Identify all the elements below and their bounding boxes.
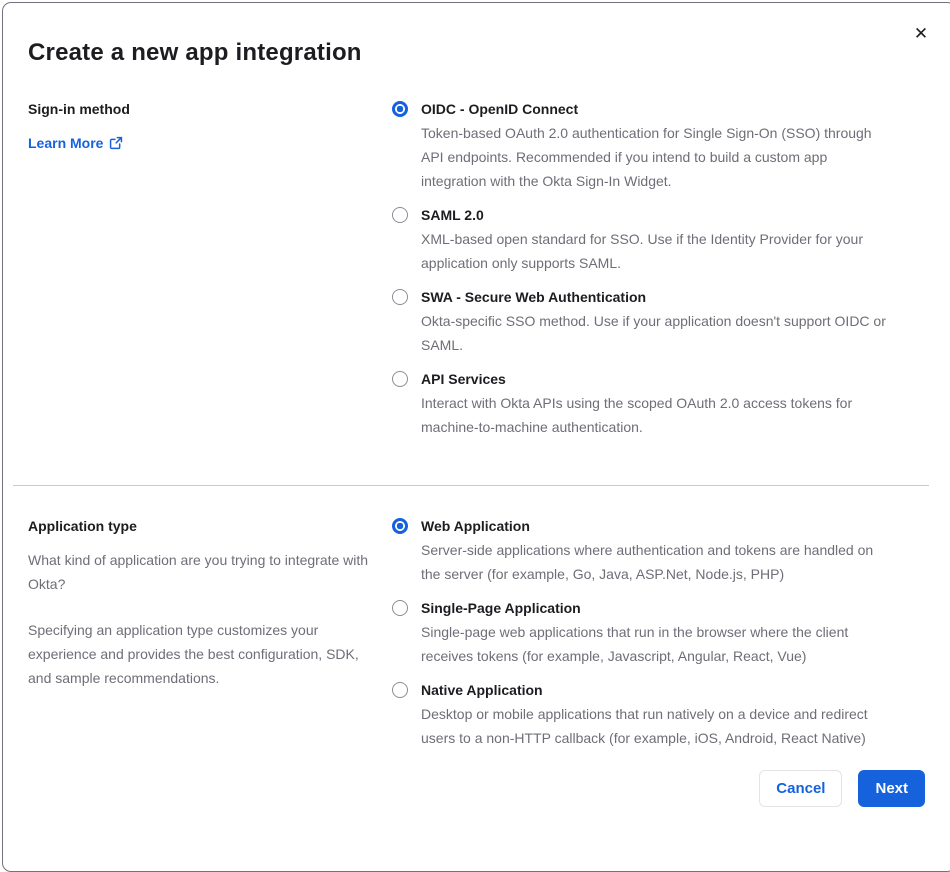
option-text [421, 285, 894, 357]
signin-method-options [392, 97, 894, 449]
option-text [421, 514, 894, 586]
option-label: OIDC - OpenID Connect [421, 101, 579, 117]
option-label: Native Application [421, 682, 543, 698]
close-icon[interactable]: ✕ [906, 19, 936, 49]
signin-method-left-column [28, 97, 373, 449]
next-button[interactable]: Next [858, 770, 925, 807]
signin-method-label: Sign-in method [28, 101, 130, 117]
radio-selected-icon[interactable] [392, 101, 408, 117]
option-description: Desktop or mobile applications that run natively on a device and redirect users to a non-HTTP callback (for example, iOS, Android, React Native) [421, 706, 868, 746]
radio-option-native-application[interactable] [392, 678, 894, 750]
radio-unselected-icon[interactable] [392, 371, 408, 387]
radio-option-single-page-application[interactable] [392, 596, 894, 668]
page-title: Create a new app integration [28, 39, 362, 66]
radio-unselected-icon[interactable] [392, 600, 408, 616]
section-divider [13, 485, 929, 486]
application-type-section [3, 514, 950, 760]
option-description: Token-based OAuth 2.0 authentication for Single Sign-On (SSO) through API endpoints. Recommended if you intend to build a custom app integration with the Okta Sign-In Widget. [421, 125, 872, 189]
application-type-label: Application type [28, 518, 137, 534]
option-text [421, 97, 894, 193]
radio-unselected-icon[interactable] [392, 207, 408, 223]
option-description: Interact with Okta APIs using the scoped OAuth 2.0 access tokens for machine-to-machine authentication. [421, 395, 853, 435]
application-type-help-text: What kind of application are you trying to integrate with Okta? [28, 552, 369, 592]
option-label: SAML 2.0 [421, 207, 484, 223]
radio-unselected-icon[interactable] [392, 682, 408, 698]
radio-option-api-services[interactable] [392, 367, 894, 439]
option-description: Okta-specific SSO method. Use if your application doesn't support OIDC or SAML. [421, 313, 886, 353]
option-text [421, 367, 894, 439]
radio-option-web-application[interactable] [392, 514, 894, 586]
dialog-footer [3, 770, 925, 807]
radio-selected-icon[interactable] [392, 518, 408, 534]
option-label: Web Application [421, 518, 530, 534]
radio-option-saml[interactable] [392, 203, 894, 275]
option-label: API Services [421, 371, 506, 387]
option-description: XML-based open standard for SSO. Use if the Identity Provider for your application only supports SAML. [421, 231, 863, 271]
option-text [421, 203, 894, 275]
option-text [421, 596, 894, 668]
option-label: SWA - Secure Web Authentication [421, 289, 647, 305]
radio-option-oidc[interactable] [392, 97, 894, 193]
external-link-icon [109, 136, 123, 150]
radio-unselected-icon[interactable] [392, 289, 408, 305]
cancel-button[interactable]: Cancel [759, 770, 842, 807]
option-description: Single-page web applications that run in the browser where the client receives tokens (for example, Javascript, Angular, React, Vue) [421, 624, 849, 664]
signin-method-section [3, 97, 950, 449]
option-text [421, 678, 894, 750]
option-label: Single-Page Application [421, 600, 581, 616]
learn-more-label: Learn More [28, 135, 104, 151]
application-type-left-column [28, 514, 373, 760]
radio-option-swa[interactable] [392, 285, 894, 357]
application-type-help-text: Specifying an application type customizes your experience and provides the best configuration, SDK, and sample recommendations. [28, 622, 359, 686]
option-description: Server-side applications where authentication and tokens are handled on the server (for example, Go, Java, ASP.Net, Node.js, PHP) [421, 542, 874, 582]
application-type-options [392, 514, 894, 760]
learn-more-link[interactable] [28, 131, 123, 155]
create-app-integration-dialog [2, 2, 950, 872]
